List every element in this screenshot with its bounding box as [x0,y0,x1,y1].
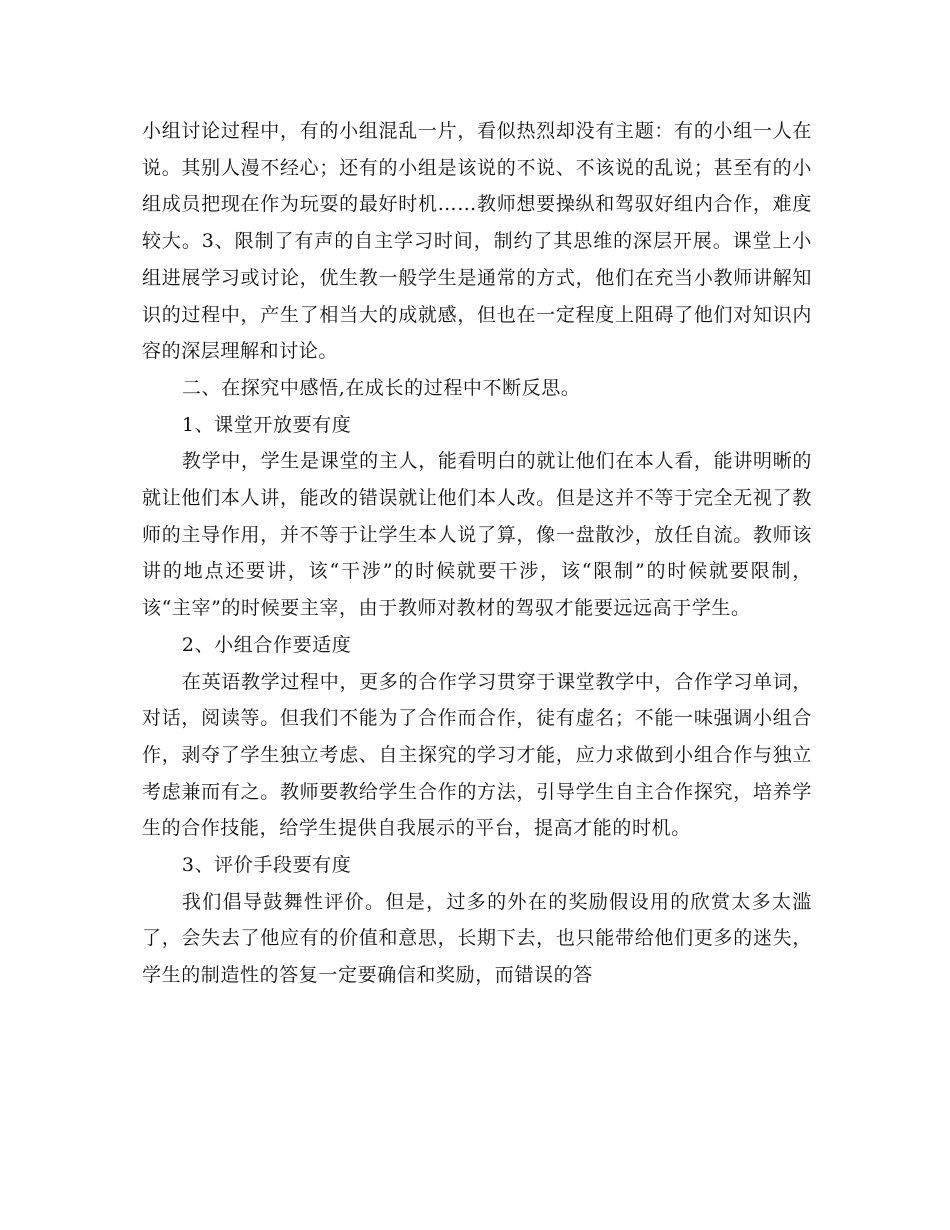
body-paragraph: 在英语教学过程中，更多的合作学习贯穿于课堂教学中，合作学习单词，对话，阅读等。但我们不能为了合作而合作，徒有虚名；不能一味强调小组合作，剥夺了学生独立考虑、自主探究的学习才能，应力求做到小组合作与独立考虑兼而有之。教师要教给学生合作的方法，引导学生自主合作探究，培养学生的合作技能，给学生提供自我展示的平台，提高才能的时机。 [142,670,812,840]
body-paragraph: 小组讨论过程中，有的小组混乱一片，看似热烈却没有主题：有的小组一人在说。其别人漫不经心；还有的小组是该说的不说、不该说的乱说；甚至有的小组成员把现在作为玩耍的最好时机……教师想要操纵和驾驭好组内合作，难度较大。3、限制了有声的自主学习时间，制约了其思维的深层开展。课堂上小组进展学习或讨论，优生教一般学生是通常的方式，他们在充当小教师讲解知识的过程中，产生了相当大的成就感，但也在一定程度上阻碍了他们对知识内容的深层理解和讨论。 [142,120,812,363]
body-paragraph: 教学中，学生是课堂的主人，能看明白的就让他们在本人看，能讲明晰的就让他们本人讲，能改的错误就让他们本人改。但是这并不等于完全无视了教师的主导作用，并不等于让学生本人说了算，像一盘散沙，放任自流。教师该讲的地点还要讲，该“干涉”的时候就要干涉，该“限制”的时候就要限制，该“主宰”的时候要主宰，由于教师对教材的驾驭才能要远远高于学生。 [142,450,812,620]
subsection-heading: 2、小组合作要适度 [181,633,352,656]
document-body [142,113,812,994]
section-heading: 二、在探究中感悟,在成长的过程中不断反思。 [181,376,581,399]
subsection-heading: 1、课堂开放要有度 [181,413,352,436]
subsection-heading: 3、评价手段要有度 [181,854,352,877]
body-paragraph: 我们倡导鼓舞性评价。但是，过多的外在的奖励假设用的欣赏太多太滥了，会失去了他应有的价值和意思，长期下去，也只能带给他们更多的迷失，学生的制造性的答复一定要确信和奖励，而错误的答 [142,890,812,987]
